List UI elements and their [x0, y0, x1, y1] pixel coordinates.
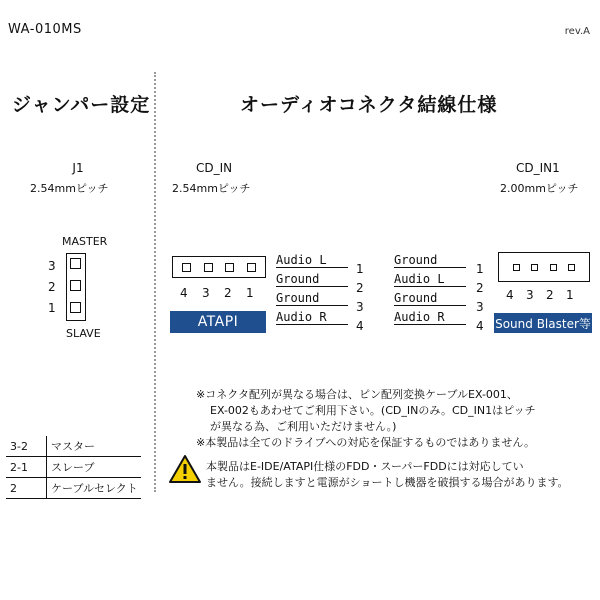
table-cell-meaning: マスター	[47, 436, 142, 457]
cd-in1-wire-number: 4	[476, 319, 484, 333]
cd-in-wire-number: 1	[356, 262, 364, 276]
cd-in1-signal: Audio R	[394, 310, 466, 325]
connector-pin	[531, 264, 538, 271]
cd-in-pin-number: 4	[180, 286, 188, 300]
jumper-number: 2	[48, 280, 56, 294]
cd-in-pitch: 2.54mmピッチ	[172, 182, 251, 195]
cd-in-signal: Ground	[276, 272, 348, 287]
cd-in1-connector	[498, 252, 590, 282]
connector-pin	[513, 264, 520, 271]
cd-in-pin-number: 2	[224, 286, 232, 300]
j1-jumper-block	[66, 253, 86, 321]
model-number: WA-010MS	[8, 22, 82, 37]
jumper-number: 3	[48, 259, 56, 273]
table-cell-meaning: スレーブ	[47, 457, 142, 478]
connector-pin	[247, 263, 256, 272]
table-cell-setting: 2	[6, 478, 47, 499]
table-row	[6, 457, 141, 478]
table-cell-setting: 2-1	[6, 457, 47, 478]
cd-in1-wire-number: 2	[476, 281, 484, 295]
cd-in-wire-number: 4	[356, 319, 364, 333]
cd-in1-signal: Ground	[394, 253, 466, 268]
jumper-pin-3	[70, 258, 81, 269]
slave-label: SLAVE	[66, 327, 101, 340]
cd-in-pin-number: 3	[202, 286, 210, 300]
note-line: EX-002もあわせてご利用下さい。(CD_INのみ。CD_IN1はピッチ	[210, 404, 536, 417]
cd-in-signal: Audio R	[276, 310, 348, 325]
cd-in-wire-number: 3	[356, 300, 364, 314]
jumper-pin-2	[70, 280, 81, 291]
j1-label: J1	[72, 161, 84, 175]
table-cell-setting: 3-2	[6, 436, 47, 457]
jumper-settings-title: ジャンパー設定	[12, 94, 151, 116]
connector-pin	[568, 264, 575, 271]
warning-line: 本製品はE-IDE/ATAPI仕様のFDD・スーパーFDDには対応してい	[206, 460, 524, 473]
cd-in-signal: Audio L	[276, 253, 348, 268]
cd-in1-pin-number: 3	[526, 288, 534, 302]
cd-in1-pin-number: 1	[566, 288, 574, 302]
connector-pin	[550, 264, 557, 271]
cd-in1-signal: Audio L	[394, 272, 466, 287]
cd-in-signal: Ground	[276, 291, 348, 306]
table-row	[6, 436, 141, 457]
jumper-pin-1	[70, 302, 81, 313]
cd-in1-pin-number: 2	[546, 288, 554, 302]
cd-in1-pin-number: 4	[506, 288, 514, 302]
cd-in-pin-number: 1	[246, 286, 254, 300]
sound-blaster-badge: Sound Blaster等	[494, 313, 592, 333]
note-line: ※コネクタ配列が異なる場合は、ピン配列変換ケーブルEX-001、	[196, 388, 518, 401]
cd-in1-pitch: 2.00mmピッチ	[500, 182, 579, 195]
cd-in1-signal: Ground	[394, 291, 466, 306]
audio-connector-title: オーディオコネクタ結線仕様	[240, 94, 498, 116]
jumper-table	[6, 436, 141, 499]
warning-line: ません。接続しますと電源がショートし機器を破損する場合があります。	[206, 476, 569, 489]
cd-in1-label: CD_IN1	[516, 161, 560, 175]
revision-label: rev.A	[564, 26, 590, 37]
j1-pitch: 2.54mmピッチ	[30, 182, 109, 195]
connector-pin	[204, 263, 213, 272]
table-row	[6, 478, 141, 499]
cd-in1-wire-number: 1	[476, 262, 484, 276]
jumper-number: 1	[48, 301, 56, 315]
cd-in1-wire-number: 3	[476, 300, 484, 314]
master-label: MASTER	[62, 235, 108, 248]
connector-pin	[182, 263, 191, 272]
atapi-badge: ATAPI	[170, 311, 266, 333]
cd-in-connector	[172, 256, 266, 278]
cd-in-label: CD_IN	[196, 161, 233, 175]
warning-icon	[168, 454, 202, 488]
section-divider	[154, 72, 156, 492]
cd-in-wire-number: 2	[356, 281, 364, 295]
note-line: が異なる為、ご利用いただけません。)	[210, 420, 397, 433]
connector-pin	[225, 263, 234, 272]
table-cell-meaning: ケーブルセレクト	[47, 478, 142, 499]
note-line: ※本製品は全てのドライブへの対応を保証するものではありません。	[196, 436, 535, 449]
